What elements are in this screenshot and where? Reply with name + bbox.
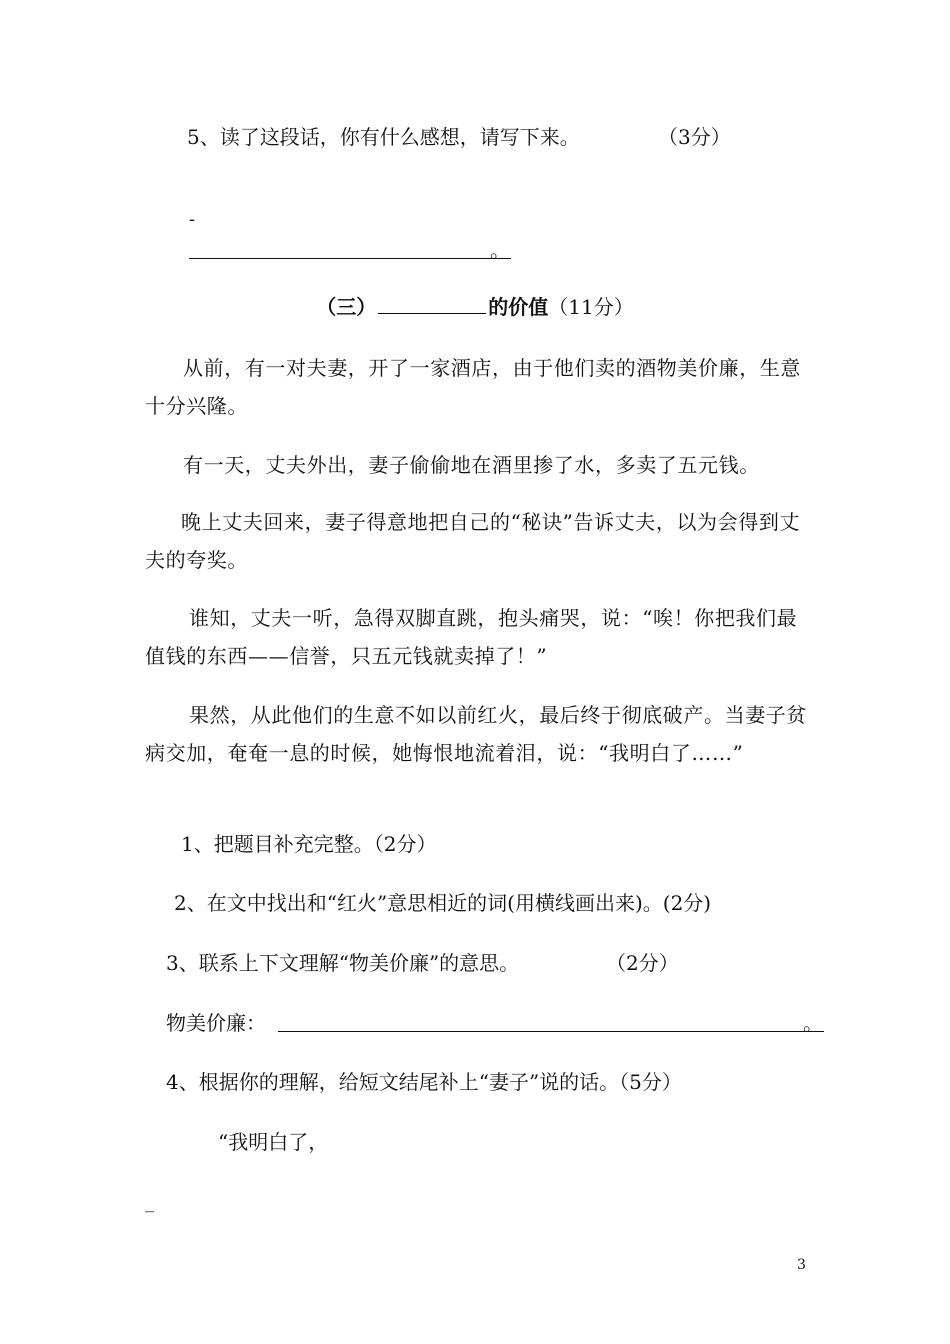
section-title-score: （11分） xyxy=(548,295,634,319)
title-blank xyxy=(378,293,486,314)
paragraph-5: 果然，从此他们的生意不如以前红火，最后终于彻底破产。当妻子贫病交加，奄奄一息的时候，她悔恨地流着泪，说：“我明白了……” xyxy=(145,703,807,765)
question-4-answer-start: “我明白了， xyxy=(218,1130,329,1154)
question-3: 3、联系上下文理解“物美价廉”的意思。 xyxy=(166,951,520,975)
question-3-score: （2分） xyxy=(606,951,679,975)
page-number: 3 xyxy=(797,1257,806,1273)
answer-blank-q3-end: 。 xyxy=(803,1011,823,1035)
section-title-suffix: 的价值 xyxy=(488,295,549,319)
answer-blank-q3 xyxy=(278,1031,824,1032)
section-title-prefix: （三） xyxy=(316,295,377,319)
answer-blank-q5-end: 。 xyxy=(490,238,510,262)
paragraph-4: 谁知，丈夫一听，急得双脚直跳，抱头痛哭，说：“唉！你把我们最值钱的东西——信誉，只五元钱就卖掉了！” xyxy=(145,606,798,668)
dash-mark: - xyxy=(189,209,196,230)
paragraph-3: 晚上丈夫回来，妻子得意地把自己的“秘诀”告诉丈夫，以为会得到丈夫的夸奖。 xyxy=(145,510,801,572)
question-4: 4、根据你的理解，给短文结尾补上“妻子”说的话。（5分） xyxy=(166,1070,682,1094)
section-title xyxy=(0,292,950,322)
question-2: 2、在文中找出和“红火”意思相近的词(用横线画出来)。(2分) xyxy=(174,891,712,915)
answer-blank-q5 xyxy=(189,258,511,259)
dash-mark-bottom: _ xyxy=(145,1192,154,1213)
paragraph-2: 有一天，丈夫外出，妻子偷偷地在酒里掺了水，多卖了五元钱。 xyxy=(183,453,760,477)
question-1: 1、把题目补充完整。（2分） xyxy=(181,832,437,856)
question-3-answer-label: 物美价廉： xyxy=(166,1011,266,1035)
question-5-label: 5、读了这段话，你有什么感想，请写下来。 xyxy=(187,125,580,149)
question-5-score: （3分） xyxy=(658,125,731,149)
paragraph-1: 从前，有一对夫妻，开了一家酒店，由于他们卖的酒物美价廉，生意十分兴隆。 xyxy=(145,356,801,418)
